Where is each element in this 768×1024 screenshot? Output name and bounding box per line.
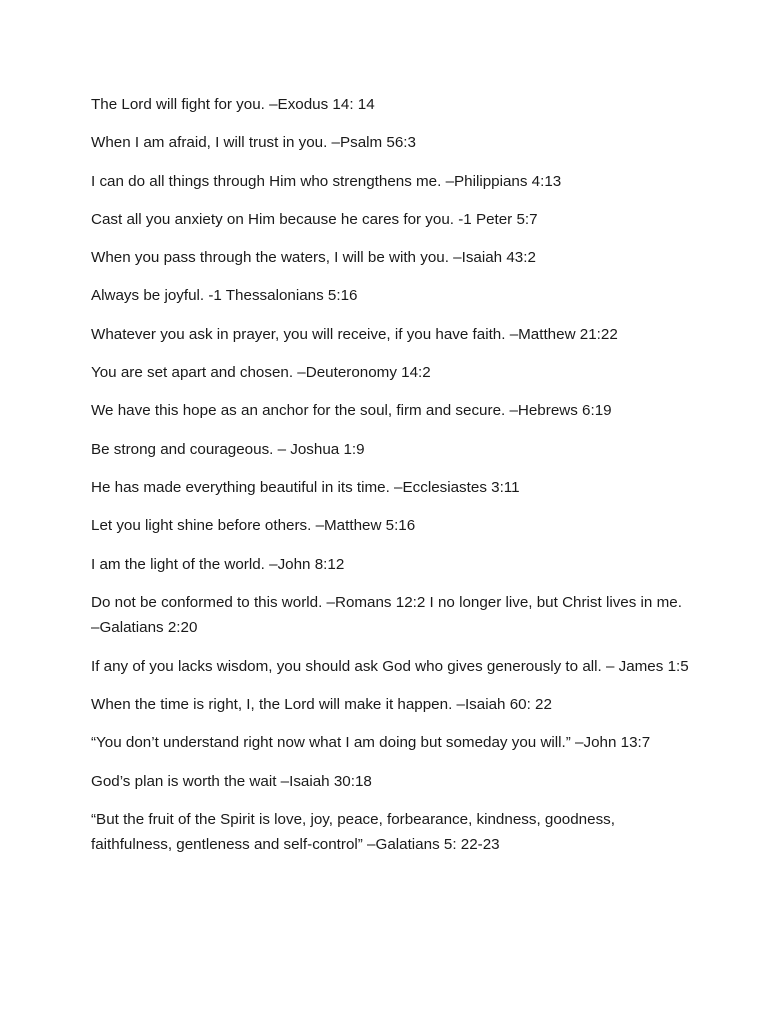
- verse-ecclesiastes-3-11: He has made everything beautiful in its time. –Ecclesiastes 3:11: [91, 478, 520, 496]
- verse-galatians-5-22-23: “But the fruit of the Spirit is love, joy, peace, forbearance, kindness, goodness, faithfulness, gentleness and self-control” –Galatians 5: 22-23: [91, 810, 615, 854]
- verse-exodus-14-14: The Lord will fight for you. –Exodus 14: 14: [91, 96, 375, 113]
- verse-matthew-5-16: Let you light shine before others. –Matthew 5:16: [91, 517, 416, 535]
- verse-romans-12-2: Do not be conformed to this world. –Romans 12:2 I no longer live, but Christ lives in me. –Galatians 2:20: [91, 593, 682, 637]
- verse-1-peter-5-7: Cast all you anxiety on Him because he cares for you. -1 Peter 5:7: [91, 210, 538, 228]
- verse-philippians-4-13: I can do all things through Him who strengthens me. –Philippians 4:13: [91, 172, 562, 190]
- verse-deuteronomy-14-2: You are set apart and chosen. –Deuteronomy 14:2: [91, 364, 431, 382]
- verse-john-8-12: I am the light of the world. –John 8:12: [91, 555, 345, 573]
- verse-isaiah-30-18: God’s plan is worth the wait –Isaiah 30:18: [91, 772, 372, 790]
- verse-matthew-21-22: Whatever you ask in prayer, you will receive, if you have faith. –Matthew 21:22: [91, 325, 618, 343]
- verse-john-13-7: “You don’t understand right now what I am doing but someday you will.” –John 13:7: [91, 734, 651, 752]
- verse-james-1-5: If any of you lacks wisdom, you should ask God who gives generously to all. – James 1:5: [91, 657, 689, 675]
- verse-1-thessalonians-5-16: Always be joyful. -1 Thessalonians 5:16: [91, 287, 358, 305]
- verse-psalm-56-3: When I am afraid, I will trust in you. –Psalm 56:3: [91, 134, 416, 152]
- verse-list: [91, 92, 691, 871]
- verse-isaiah-43-2: When you pass through the waters, I will be with you. –Isaiah 43:2: [91, 249, 536, 267]
- verse-hebrews-6-19: We have this hope as an anchor for the soul, firm and secure. –Hebrews 6:19: [91, 402, 612, 420]
- verse-isaiah-60-22: When the time is right, I, the Lord will make it happen. –Isaiah 60: 22: [91, 695, 552, 713]
- verse-joshua-1-9: Be strong and courageous. – Joshua 1:9: [91, 440, 365, 458]
